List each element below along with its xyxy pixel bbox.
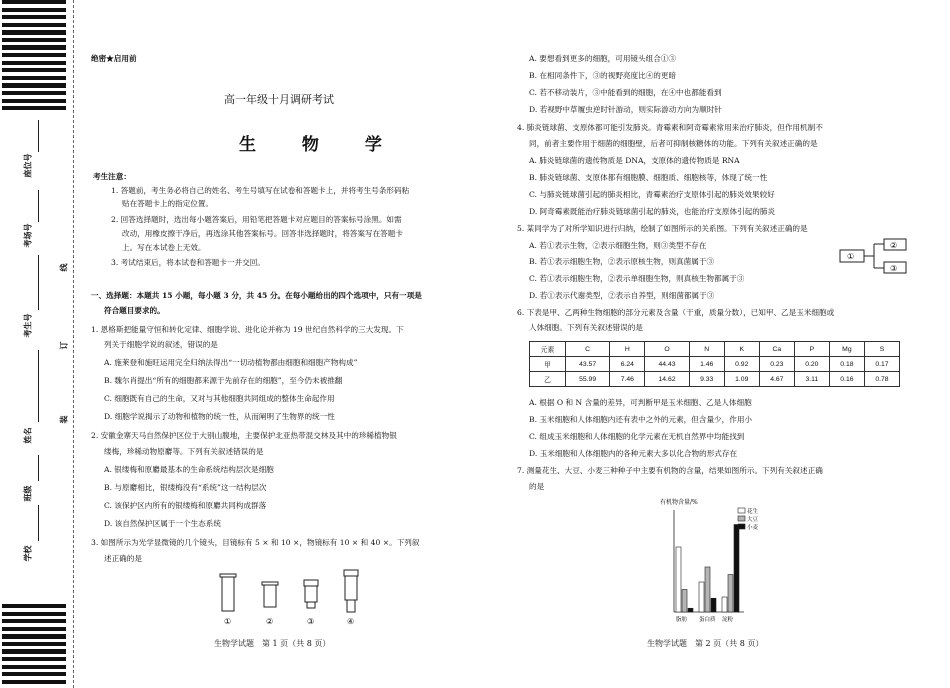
- notice-heading: 考生注意：: [93, 172, 131, 181]
- organic-content-chart: [660, 496, 780, 626]
- q2-option-d: D. 该自然保护区属于一个生态系统: [104, 519, 221, 528]
- candidate-number-label: 考生号: [23, 313, 33, 338]
- binding-mark-line: 线: [58, 263, 69, 272]
- chart-bar: [711, 598, 716, 612]
- binding-mark-bind: 装: [58, 415, 69, 424]
- table-cell: 甲: [530, 357, 566, 372]
- q3-stem-cont: 述正确的是: [104, 554, 142, 563]
- q4-option-a: A. 肺炎链球菌的遗传物质是 DNA，支原体的遗传物质是 RNA: [529, 156, 740, 165]
- lens-label-4: ④: [347, 617, 355, 626]
- q6-stem: 6. 下表是甲、乙两种生物细胞的部分元素及含量（干重，质量分数），已知甲、乙是玉米细胞或: [517, 308, 835, 317]
- q4-option-d: D. 阿奇霉素既能治疗肺炎链球菌引起的肺炎，也能治疗支原体引起的肺炎: [529, 207, 776, 216]
- table-cell: 43.57: [565, 357, 609, 372]
- q1-option-b: B. 魏尔肖提出“所有的细胞都来源于先前存在的细胞”，至今仍未被推翻: [104, 376, 343, 385]
- lens-label-3: ③: [307, 617, 315, 626]
- chart-bar: [699, 582, 704, 612]
- diagram-node-1: ①: [847, 252, 855, 261]
- legend-swatch: [738, 516, 745, 521]
- chart-x-tick-label: 淀粉: [722, 617, 734, 623]
- chart-x-tick-label: 蛋白质: [699, 617, 716, 623]
- table-cell: 1.46: [689, 357, 724, 372]
- table-row: [530, 357, 900, 372]
- lens-label-2: ②: [266, 617, 274, 626]
- section1-heading-cont: 符合题目要求的。: [104, 306, 165, 315]
- notice-line: 1. 答题前，考生务必将自己的姓名、考生号填写在试卷和答题卡上，并将考生号条形码粘: [111, 186, 410, 195]
- seat-number-label: 座位号: [23, 153, 33, 178]
- legend-swatch: [738, 524, 745, 529]
- q6-stem-cont: 人体细胞。下列有关叙述错误的是: [529, 323, 643, 332]
- table-cell: 0.17: [864, 357, 899, 372]
- q5-option-c: C. 若①表示细胞生物，②表示单细胞生物，则真核生物都属于③: [529, 274, 745, 283]
- notice-line: 改动，用橡皮擦干净后，再选涂其他答案标号。回答非选择题时，将答案写在答题卡: [122, 229, 403, 238]
- table-cell: 1.09: [724, 372, 759, 387]
- q4-stem: 4. 肺炎链球菌、支原体都可能引发肺炎。青霉素和阿奇霉素常用来治疗肺炎，但作用机制不: [517, 123, 823, 132]
- table-cell: 0.92: [724, 357, 759, 372]
- eyepiece-short-icon: [262, 582, 278, 607]
- table-cell: 7.46: [610, 372, 645, 387]
- q6-option-b: B. 玉米细胞和人体细胞内还有表中之外的元素，但含量少，作用小: [529, 415, 753, 424]
- q2-option-c: C. 该保护区内所有的银缕梅和原麝共同构成群落: [104, 501, 267, 510]
- q3-option-a: A. 要想看到更多的细胞，可用镜头组合①③: [529, 54, 676, 63]
- table-cell: 0.16: [829, 372, 864, 387]
- chart-bar: [682, 590, 687, 613]
- q3-option-c: C. 若不移动装片，③中能看到的细胞，在④中也都能看到: [529, 88, 722, 97]
- table-cell: 4.67: [759, 372, 794, 387]
- table-header-row: [530, 342, 900, 357]
- q1-option-d: D. 细胞学说揭示了动物和植物的统一性，从而阐明了生物界的统一性: [104, 412, 335, 421]
- q4-option-b: B. 肺炎链球菌、支原体都有细胞膜、细胞质、细胞核等，体现了统一性: [529, 173, 768, 182]
- eyepiece-long-icon: [220, 574, 236, 611]
- table-header: N: [689, 342, 724, 357]
- chart-bar: [722, 597, 727, 612]
- q5-option-d: D. 若①表示代谢类型，②表示自养型，则细菌都属于③: [529, 291, 715, 300]
- table-cell: 0.23: [759, 357, 794, 372]
- notice-line: 2. 回答选择题时，选出每小题答案后，用铅笔把答题卡对应题目的答案标号涂黑。如需: [111, 215, 402, 224]
- seat-number-blank: [38, 120, 39, 152]
- table-cell: 0.78: [864, 372, 899, 387]
- table-header: K: [724, 342, 759, 357]
- class-blank: [38, 455, 39, 481]
- binding-strip-bottom: [2, 604, 66, 687]
- q5-option-a: A. 若①表示生物，②表示细胞生物，则③类型不存在: [529, 241, 707, 250]
- table-cell: 55.99: [565, 372, 609, 387]
- chart-y-axis-label: 有机物含量/%: [660, 499, 698, 506]
- chart-bar: [705, 567, 710, 612]
- page-footer-left: 生物学试题 第 1 页（共 8 页）: [214, 639, 331, 648]
- notice-line: 3. 考试结束后，将本试卷和答题卡一并交回。: [111, 258, 265, 267]
- objective-short-icon: [304, 580, 318, 608]
- confidential-mark: 绝密★启用前: [91, 54, 137, 63]
- chart-bar: [688, 608, 693, 612]
- class-label: 班级: [23, 485, 33, 502]
- table-cell: 14.62: [645, 372, 689, 387]
- q6-option-d: D. 玉米细胞和人体细胞内的各种元素大多以化合物的形式存在: [529, 449, 738, 458]
- page-footer-right: 生物学试题 第 2 页（共 8 页）: [647, 639, 764, 648]
- table-cell: 6.24: [610, 357, 645, 372]
- q7-stem: 7. 测量花生、大豆、小麦三种种子中主要有机物的含量，结果如图所示。下列有关叙述正确: [517, 466, 823, 475]
- q2-option-a: A. 银缕梅和原麝最基本的生命系统结构层次是细胞: [104, 465, 274, 474]
- school-blank: [38, 505, 39, 541]
- table-header: S: [864, 342, 899, 357]
- legend-swatch: [738, 508, 745, 513]
- table-cell: 3.11: [794, 372, 829, 387]
- q2-stem: 2. 安徽金寨天马自然保护区位于大别山腹地，主要保护北亚热带混交林及其中的珍稀植物银: [91, 431, 397, 440]
- table-row: [530, 372, 900, 387]
- q3-stem: 3. 如图所示为光学显微镜的几个镜头，目镜标有 5 × 和 10 ×，物镜标有 10 × 和 40 ×。下列叙: [91, 538, 420, 547]
- q5-relation-diagram: [838, 238, 918, 274]
- chart-bar: [734, 525, 739, 613]
- exam-room-label: 考场号: [23, 223, 33, 248]
- q2-option-b: B. 与原麝相比，银缕梅没有“系统”这一结构层次: [104, 483, 267, 492]
- q6-option-a: A. 根据 O 和 N 含量的差异，可判断甲是玉米细胞、乙是人体细胞: [529, 398, 752, 407]
- name-label: 姓名: [23, 427, 33, 444]
- notice-line: 上。写在本试卷上无效。: [122, 243, 206, 252]
- chart-x-tick-label: 脂肪: [676, 617, 688, 623]
- table-cell: 9.33: [689, 372, 724, 387]
- binding-mark-order: 订: [58, 341, 69, 350]
- objective-long-icon: [344, 570, 358, 612]
- section1-heading: 一、选择题：本题共 15 小题，每小题 3 分，共 45 分。在每小题给出的四个选项中，只有一项是: [91, 291, 422, 300]
- lens-label-1: ①: [224, 617, 232, 626]
- diagram-node-3: ③: [890, 264, 898, 273]
- q5-stem: 5. 某同学为了对所学知识进行归纳，绘制了如图所示的关系图。下列有关叙述正确的是: [517, 224, 808, 233]
- element-content-table: [529, 341, 900, 387]
- table-cell: 0.18: [829, 357, 864, 372]
- q2-stem-cont: 缕梅，珍稀动物原麝等。下列有关叙述错误的是: [104, 447, 264, 456]
- binding-cut-line: [73, 0, 74, 688]
- diagram-node-2: ②: [890, 241, 898, 250]
- table-header: H: [610, 342, 645, 357]
- q5-option-b: B. 若①表示细胞生物，②表示原核生物，则真菌属于③: [529, 257, 715, 266]
- exam-room-blank: [38, 190, 39, 222]
- exam-title: 高一年级十月调研考试: [224, 93, 334, 106]
- table-header: C: [565, 342, 609, 357]
- school-label: 学校: [23, 545, 33, 562]
- table-cell: 44.43: [645, 357, 689, 372]
- legend-label: 小麦: [747, 525, 759, 531]
- chart-bar: [676, 547, 681, 612]
- q4-option-c: C. 与肺炎链球菌引起的肺炎相比，青霉素治疗支原体引起的肺炎效果较好: [529, 190, 775, 199]
- candidate-number-blank: [38, 255, 39, 310]
- table-cell: 乙: [530, 372, 566, 387]
- table-header: Mg: [829, 342, 864, 357]
- binding-strip-top: [2, 0, 66, 114]
- chart-bar: [728, 575, 733, 613]
- table-header: 元素: [530, 342, 566, 357]
- q1-stem: 1. 恩格斯把能量守恒和转化定律、细胞学说、进化论并称为 19 世纪自然科学的三大发现。下: [91, 325, 404, 334]
- table-header: Ca: [759, 342, 794, 357]
- subject-title: 生 物 学: [239, 135, 402, 155]
- legend-label: 花生: [747, 509, 759, 515]
- name-blank: [38, 350, 39, 422]
- q1-option-a: A. 施莱登和施旺运用完全归纳法得出“一切动植物都由细胞和细胞产物构成”: [104, 358, 358, 367]
- q1-option-c: C. 细胞既有自己的生命，又对与其他细胞共同组成的整体生命起作用: [104, 394, 335, 403]
- q1-stem-cont: 列关于细胞学说的叙述，错误的是: [104, 340, 218, 349]
- microscope-lens-figure: [210, 568, 370, 628]
- q3-option-b: B. 在相同条件下，③的视野亮度比④的更暗: [529, 71, 677, 80]
- q6-option-c: C. 组成玉米细胞和人体细胞的化学元素在无机自然界中均能找到: [529, 432, 745, 441]
- table-header: O: [645, 342, 689, 357]
- q7-stem-cont: 的是: [529, 482, 545, 491]
- q3-option-d: D. 若视野中草履虫逆时针游动，则实际游动方向为顺时针: [529, 105, 722, 114]
- legend-label: 大豆: [747, 517, 759, 523]
- table-header: P: [794, 342, 829, 357]
- q4-stem-cont: 同，前者主要作用于细菌的细胞壁，后者可抑制核糖体的功能。下列有关叙述正确的是: [529, 139, 818, 148]
- table-cell: 0.20: [794, 357, 829, 372]
- notice-line: 贴在答题卡上的指定位置。: [122, 199, 214, 208]
